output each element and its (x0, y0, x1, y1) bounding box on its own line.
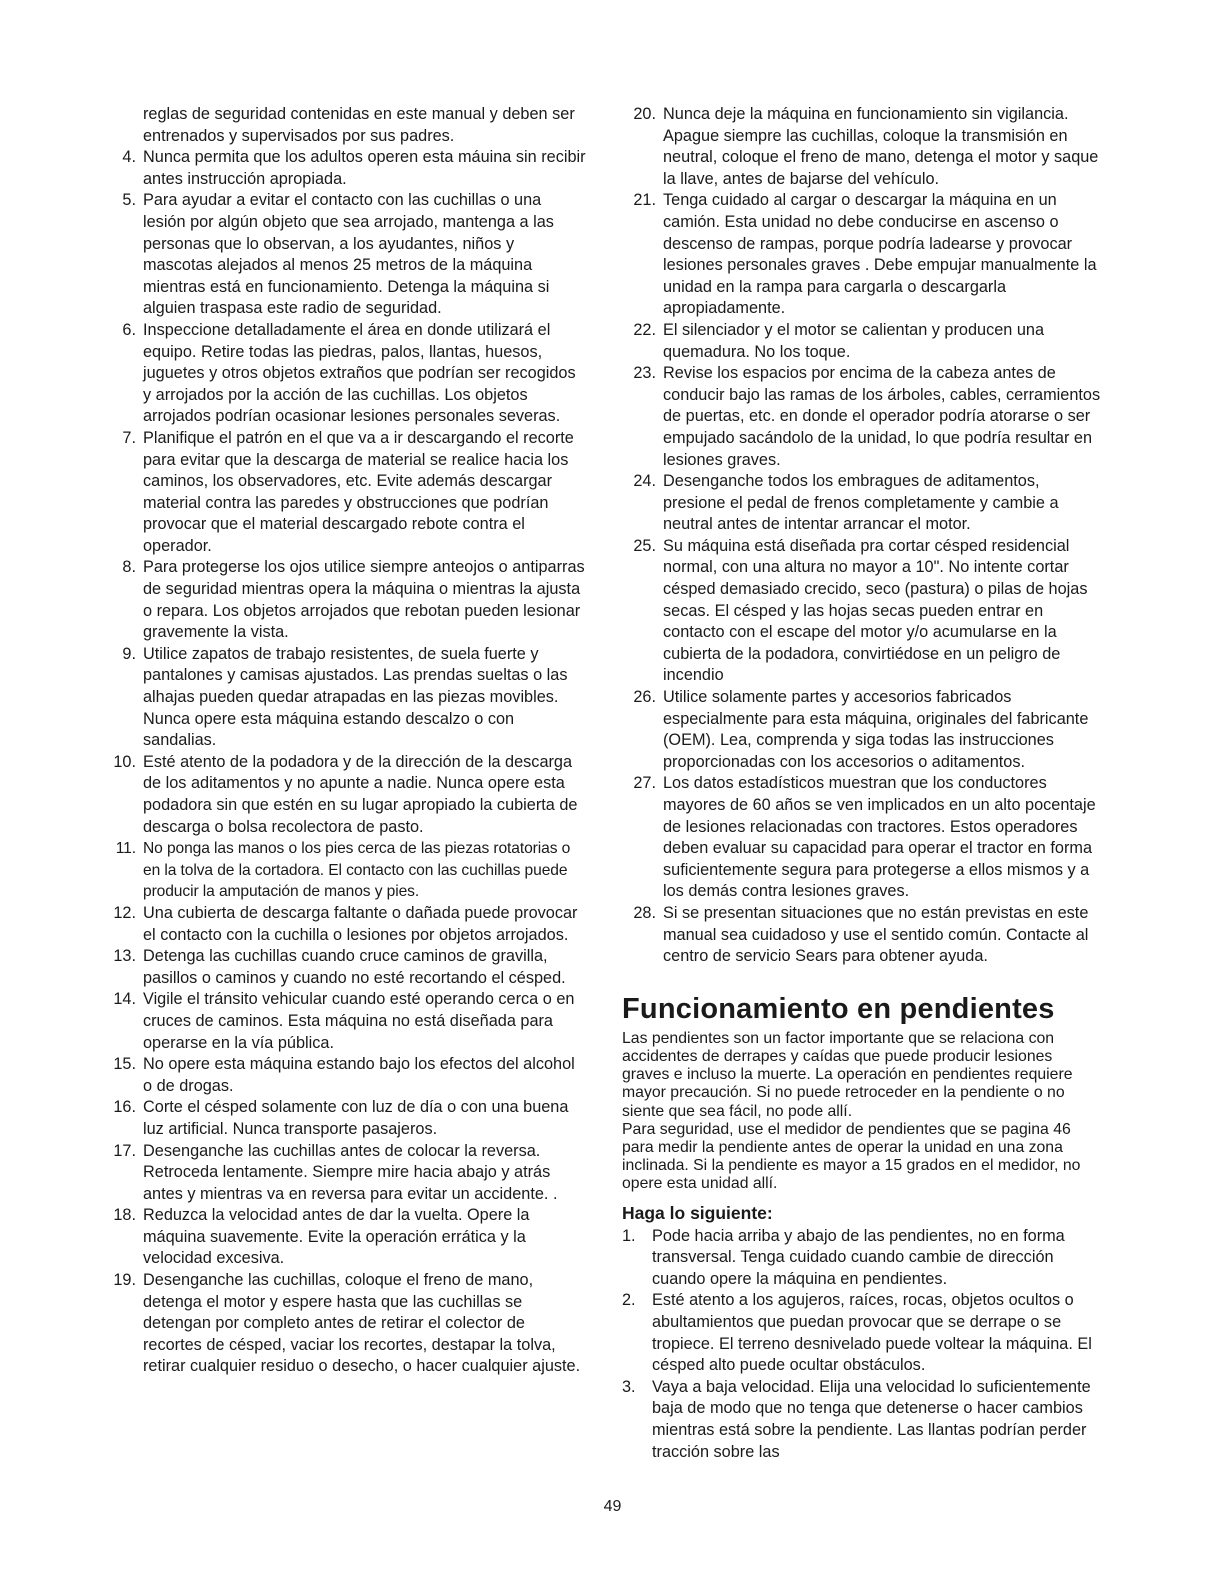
list-item (622, 773, 1104, 903)
list-item-number: 7. (122, 428, 136, 447)
list-item-text: Si se presentan situaciones que no están previstas en este manual sea cuidadoso y use el sentido común. Contacte al centro de servicio Sears para obtener ayuda. (663, 903, 1089, 966)
list-item-text: Corte el césped solamente con luz de día o con una buena luz artificial. Nunca transporte pasajeros. (143, 1098, 569, 1138)
paragraph: Para seguridad, use el medidor de pendientes que se pagina 46 para medir la pendiente antes de operar la unidad en una zona inclinada. Si la pendiente es mayor a 15 grados en el medidor, no opere esta unidad allí. (622, 1120, 1081, 1193)
list-item (102, 190, 588, 320)
list-item (622, 320, 1104, 363)
list-item-text: Revise los espacios por encima de la cabeza antes de conducir bajo las ramas de los árboles, cables, cerramientos de puertas, etc. en donde el operador podría atorarse o ser empujado sacándolo de la unidad, lo que podría resultar en lesiones graves. (663, 364, 1101, 469)
list-item-text: Tenga cuidado al cargar o descargar la máquina en un camión. Esta unidad no debe conducirse en ascenso o descenso de rampas, porque podría ladearse y provocar lesiones personales graves . Debe empujar manualmente la unidad en la rampa para cargarla o descargarla apropiadamente. (663, 191, 1097, 318)
list-item (622, 687, 1104, 773)
list-item-text: Pode hacia arriba y abajo de las pendientes, no en forma transversal. Tenga cuidado cuando cambie de dirección cuando opere la máquina en pendientes. (652, 1226, 1065, 1288)
list-item (102, 557, 588, 643)
list-item-text: Vigile el tránsito vehicular cuando esté operando cerca o en cruces de caminos. Esta máquina no está diseñada para operarse en la vía pública. (143, 990, 575, 1052)
list-item (102, 903, 588, 946)
list-item-number: 23. (633, 364, 656, 383)
list-item-text: Desenganche las cuchillas antes de colocar la reversa. Retroceda lentamente. Siempre mire hacia abajo y atrás antes y mientras va en reversa para evitar un accidente. . (143, 1141, 558, 1203)
list-item-text: El silenciador y el motor se calientan y producen una quemadura. No los toque. (663, 320, 1045, 361)
list-item-text: Detenga las cuchillas cuando cruce caminos de gravilla, pasillos o caminos y cuando no esté recortando el césped. (143, 947, 566, 987)
list-item (622, 536, 1104, 687)
list-item (622, 190, 1104, 320)
list-item-number: 16. (113, 1098, 136, 1117)
list-item-number: 19. (113, 1271, 136, 1290)
list-item-text: Vaya a baja velocidad. Elija una velocidad lo suficientemente baja de modo que no tenga que detenerse o hacer cambios mientras está sobre la pendiente. Las llantas podrían perder tracción sobre las (652, 1377, 1091, 1461)
list-item-number: 22. (633, 320, 656, 339)
list-item-text: Su máquina está diseñada pra cortar césped residencial normal, con una altura no mayor a 10". No intente cortar césped demasiado crecido, seco (pastura) o pilas de hojas secas. El césped y las hojas secas pueden entrar en contacto con el escape del motor y/o acumularse en la cubierta de la podadora, convirtiédose en un peligro de incendio (663, 536, 1088, 685)
list-item (102, 1205, 588, 1270)
list-item-continuation (102, 104, 588, 147)
list-item-text: Planifique el patrón en el que va a ir descargando el recorte para evitar que la descarga de material se realice hacia los caminos, los observadores, etc. Evite además descargar material contra las paredes y obstrucciones que podrían provocar que el material descargado rebote contra el operador. (143, 428, 574, 555)
list-item-number: 8. (122, 558, 136, 577)
list-item (622, 1377, 1104, 1463)
list-item (102, 1141, 588, 1206)
list-item-number: 12. (113, 903, 136, 922)
section-title: Funcionamiento en pendientes (622, 992, 1055, 1025)
list-item (622, 1290, 1104, 1376)
list-item-text: Para protegerse los ojos utilice siempre anteojos o antiparras de seguridad mientras opera la máquina o mientras la ajusta o repara. Los objetos arrojados que rebotan pueden lesionar gravemente la vista. (143, 558, 585, 642)
list-item (102, 1097, 588, 1140)
right-column (622, 104, 1104, 1463)
list-item (102, 838, 588, 903)
list-item-text: Esté atento a los agujeros, raíces, rocas, objetos ocultos o abultamientos que puedan provocar que se derrape o se tropiece. El terreno desnivelado puede voltear la máquina. El césped alto puede ocultar obstáculos. (652, 1291, 1092, 1375)
paragraph: Las pendientes son un factor importante que se relaciona con accidentes de derrapes y caídas que puede producir lesiones graves e incluso la muerte. La operación en pendientes requiere mayor precaución. Si no puede retroceder en la pendiente o no siente que sea fácil, no pode allí. (622, 1029, 1073, 1120)
left-column (102, 104, 588, 1378)
list-item-number: 25. (633, 536, 656, 555)
list-item (622, 363, 1104, 471)
list-item-text: Nunca permita que los adultos operen esta máuina sin recibir antes instrucción apropiada. (143, 148, 586, 188)
subheading: Haga lo siguiente: (622, 1202, 773, 1223)
list-item-text: reglas de seguridad contenidas en este manual y deben ser entrenados y supervisados por sus padres. (143, 105, 575, 145)
list-item-text: Para ayudar a evitar el contacto con las cuchillas o una lesión por algún objeto que sea arrojado, mantenga a las personas que lo observan, a los ayudantes, niños y mascotas alejados al menos 25 metros de la máquina mientras está en funcionamiento. Detenga la máquina si alguien traspasa este radio de seguridad. (143, 191, 554, 318)
list-item-number: 2. (622, 1291, 636, 1310)
list-item-number: 6. (122, 320, 136, 339)
list-item-number: 3. (622, 1377, 636, 1396)
list-item-text: Desenganche todos los embragues de aditamentos, presione el pedal de frenos completamente y cambie a neutral antes de intentar arrancar el motor. (663, 472, 1059, 534)
list-item-number: 9. (122, 644, 136, 663)
list-item-text: Una cubierta de descarga faltante o dañada puede provocar el contacto con la cuchilla o lesiones por objetos arrojados. (143, 903, 578, 944)
list-item-number: 15. (113, 1055, 136, 1074)
list-item-text: Nunca deje la máquina en funcionamiento sin vigilancia. Apague siempre las cuchillas, coloque la transmisión en neutral, coloque el freno de mano, detenga el motor y saque la llave, antes de bajarse del vehículo. (663, 105, 1099, 188)
safety-rules-list-left (102, 104, 588, 1378)
list-item-number: 18. (113, 1206, 136, 1225)
list-item-number: 28. (633, 903, 656, 922)
list-item (102, 428, 588, 558)
list-item-text: No opere esta máquina estando bajo los efectos del alcohol o de drogas. (143, 1055, 575, 1095)
list-item-number: 11. (115, 840, 136, 858)
list-item-text: Utilice solamente partes y accesorios fabricados especialmente para esta máquina, originales del fabricante (OEM). Lea, comprenda y siga todas las instrucciones proporcionadas con los accesorios o aditamentos. (663, 688, 1089, 771)
safety-rules-list-right (622, 104, 1104, 968)
list-item (102, 320, 588, 428)
list-item-number: 26. (633, 688, 656, 707)
page-number: 49 (603, 1498, 622, 1515)
list-item-number: 27. (633, 774, 656, 793)
list-item-text: No ponga las manos o los pies cerca de las piezas rotatorias o en la tolva de la cortadora. El contacto con las cuchillas puede producir la amputación de manos y pies. (143, 840, 571, 901)
list-item-number: 10. (113, 752, 136, 771)
list-item (102, 989, 588, 1054)
list-item-number: 1. (622, 1226, 636, 1245)
list-item (622, 104, 1104, 190)
list-item-text: Utilice zapatos de trabajo resistentes, de suela fuerte y pantalones y camisas ajustados. Las prendas sueltas o las alhajas pueden quedar atrapadas en las piezas movibles. Nunca opere esta máquina estando descalzo o con sandalias. (143, 644, 568, 750)
do-list (622, 1226, 1104, 1464)
list-item-number: 4. (122, 148, 136, 167)
list-item (102, 1054, 588, 1097)
list-item-number: 17. (113, 1141, 136, 1160)
list-item-number: 24. (633, 472, 656, 491)
list-item (102, 644, 588, 752)
list-item-text: Reduzca la velocidad antes de dar la vuelta. Opere la máquina suavemente. Evite la operación errática y la velocidad excesiva. (143, 1206, 530, 1268)
list-item (102, 147, 588, 190)
list-item (102, 1270, 588, 1378)
list-item (102, 752, 588, 838)
list-item (622, 1226, 1104, 1291)
list-item-number: 21. (633, 191, 656, 210)
list-item-text: Esté atento de la podadora y de la dirección de la descarga de los aditamentos y no apunte a nadie. Nunca opere esta podadora sin que estén en su lugar apropiado la cubierta de descarga o bolsa recolectora de pasto. (143, 752, 578, 836)
list-item-number: 14. (113, 990, 136, 1009)
list-item-number: 20. (633, 105, 656, 123)
list-item-text: Los datos estadísticos muestran que los conductores mayores de 60 años se ven implicados en un alto pocentaje de lesiones relacionadas con tractores. Estos operadores deben evaluar su capacidad para operar el tractor en forma suficientemente segura para protegerse a ellos mismos y a los demás contra lesiones graves. (663, 774, 1096, 901)
list-item (102, 946, 588, 989)
list-item-text: Inspeccione detalladamente el área en donde utilizará el equipo. Retire todas las piedras, palos, llantas, huesos, juguetes y otros objetos extraños que podrían ser recogidos y arrojados por la acción de las cuchillas. Los objetos arrojados podrían ocasionar lesiones personales severas. (143, 320, 576, 426)
list-item-text: Desenganche las cuchillas, coloque el freno de mano, detenga el motor y espere hasta que las cuchillas se detengan por completo antes de retirar el colector de recortes de césped, vaciar los recortes, destapar la tolva, retirar cualquier residuo o desecho, o hacer cualquier ajuste. (143, 1271, 581, 1376)
list-item (622, 903, 1104, 968)
list-item-number: 13. (113, 947, 136, 966)
list-item (622, 471, 1104, 536)
list-item-number: 5. (122, 191, 136, 210)
